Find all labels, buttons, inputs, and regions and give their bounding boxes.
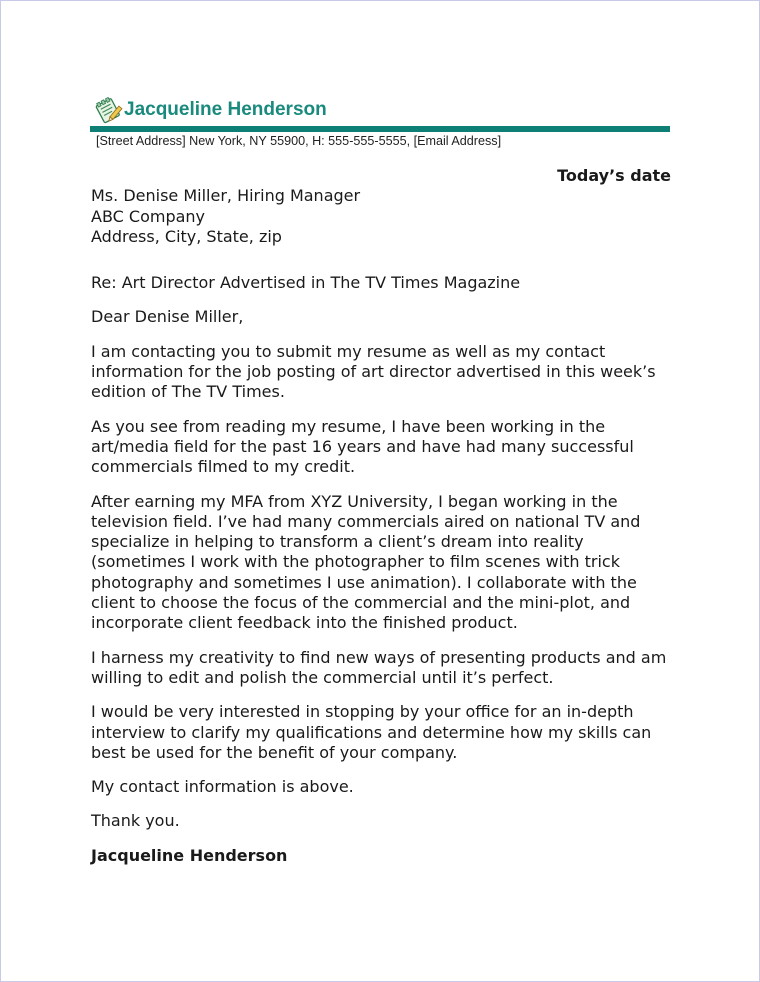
letter-body — [91, 161, 671, 866]
letter-date: Today’s date — [557, 166, 671, 185]
notepad-pencil-icon — [93, 95, 123, 125]
body-paragraph-3: After earning my MFA from XYZ University, I began working in the television field. I’ve had many commercials aired on national TV and specialize in helping to transform a client’s dream into reality (sometimes I work with the photographer to film scenes with trick photography and sometimes I use animation). I collaborate with the client to choose the focus of the commercial and the mini-plot, and incorporate client feedback into the finished product. — [91, 491, 641, 633]
closing-contact-note: My contact information is above. — [91, 777, 354, 797]
recipient-block — [91, 186, 671, 247]
letterhead-divider — [90, 126, 670, 132]
recipient-address: Address, City, State, zip — [91, 226, 282, 246]
body-paragraph-1: I am contacting you to submit my resume as well as my contact information for the job posting of art director advertised in this week’s edition of The TV Times. — [91, 341, 656, 402]
letterhead — [90, 93, 670, 148]
letterhead-name-row — [90, 93, 670, 127]
recipient-name-title: Ms. Denise Miller, Hiring Manager — [91, 186, 361, 206]
sender-name-heading: Jacqueline Henderson — [124, 99, 327, 120]
subject-line: Re: Art Director Advertised in The TV Times Magazine — [91, 273, 521, 293]
body-paragraph-2: As you see from reading my resume, I have been working in the art/media field for the past 16 years and have had many successful commercials filmed to my credit. — [91, 416, 634, 477]
signature-name: Jacqueline Henderson — [91, 845, 288, 865]
closing-thanks: Thank you. — [91, 811, 180, 831]
body-paragraph-5: I would be very interested in stopping by your office for an in-depth interview to clarify my qualifications and determine how my skills can best be used for the benefit of your company. — [91, 702, 652, 762]
body-paragraph-4: I harness my creativity to find new ways of presenting products and am willing to edit and polish the commercial until it’s perfect. — [91, 647, 667, 687]
sender-contact-line: [Street Address] New York, NY 55900, H: 555-555-5555, [Email Address] — [96, 134, 502, 148]
recipient-company: ABC Company — [91, 206, 206, 226]
salutation: Dear Denise Miller, — [91, 307, 244, 327]
